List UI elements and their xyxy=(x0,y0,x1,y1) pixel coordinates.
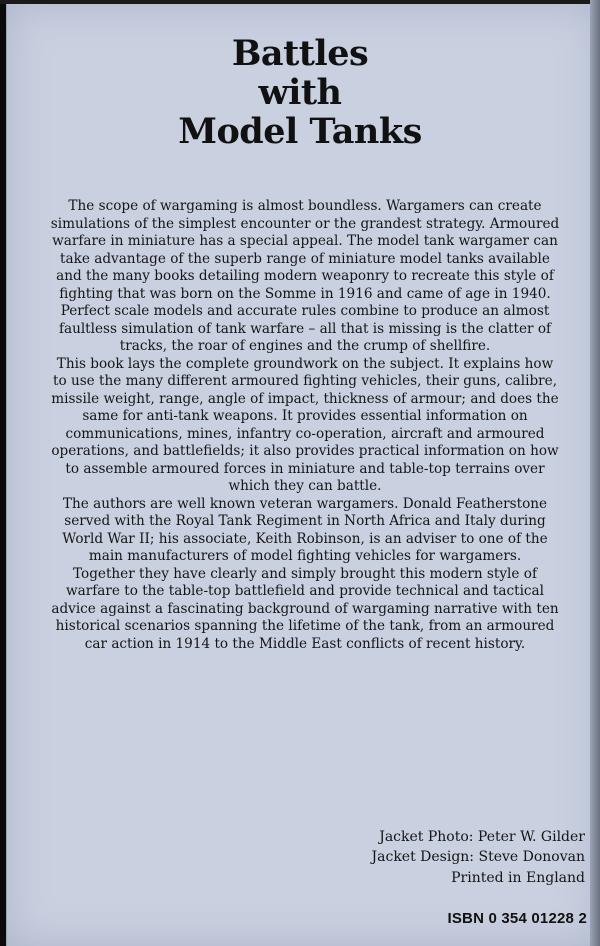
blurb-paragraph-4: Together they have clearly and simply brought this modern style of warfare to the table-top battlefield and provide technical and tactical advice against a fascinating background of wargaming narrative with ten historical scenarios spanning the lifetime of the tank, from an armoured car action in 1914 to the Middle East conflicts of recent history. xyxy=(51,565,559,652)
isbn-number: ISBN 0 354 01228 2 xyxy=(447,910,587,927)
title-line-2: with xyxy=(258,72,342,113)
title-line-3: Model Tanks xyxy=(178,111,422,152)
book-title xyxy=(0,34,600,151)
blurb-text xyxy=(50,198,560,653)
jacket-photo-credit: Jacket Photo: Peter W. Gilder xyxy=(379,829,585,845)
blurb-paragraph-2: This book lays the complete groundwork on the subject. It explains how to use the many different armoured fighting vehicles, their guns, calibre, missile weight, range, angle of impact, thickness of armour; and does the same for anti-tank weapons. It provides essential information on communications, mines, infantry co-operation, aircraft and armoured operations, and battlefields; it also provides practical information on how to assemble armoured forces in miniature and table-top terrains over which they can battle. xyxy=(51,355,559,494)
title-line-1: Battles xyxy=(231,33,369,74)
jacket-credits xyxy=(300,827,585,867)
blurb-paragraph-3: The authors are well known veteran wargamers. Donald Featherstone served with the Royal Tank Regiment in North Africa and Italy during World War II; his associate, Keith Robinson, is an adviser to one of the main manufacturers of model fighting vehicles for wargamers. xyxy=(62,495,548,564)
printed-in-notice: Printed in England xyxy=(451,870,585,886)
blurb-paragraph-1: The scope of wargaming is almost boundless. Wargamers can create simulations of the simplest encounter or the grandest strategy. Armoured warfare in miniature has a special appeal. The model tank wargamer can take advantage of the superb range of miniature model tanks available and the many books detailing modern weaponry to recreate this style of fighting that was born on the Somme in 1916 and came of age in 1940. Perfect scale models and accurate rules combine to produce an almost faultless simulation of tank warfare – all that is missing is the clatter of tracks, the roar of engines and the crump of shellfire. xyxy=(50,198,560,354)
jacket-design-credit: Jacket Design: Steve Donovan xyxy=(371,849,585,865)
